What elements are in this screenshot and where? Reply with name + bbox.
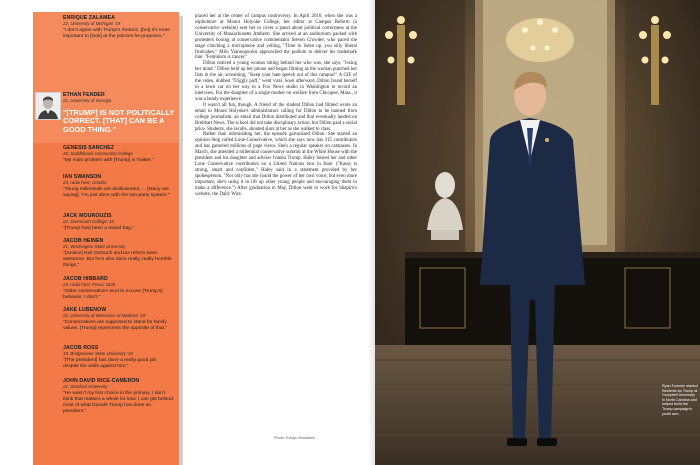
entry-meta: 21, Stanford University xyxy=(63,384,108,389)
article-paragraph: Rather than intimidating her, the episode galvanized Dillon. She started an opinion blog called Lone Conservative, which she says now has 315 contributors and has garnered millions of page views. She's a regular speaker on campuses. In March, she attended a millennial conservative summit at the White House with the president and his daughter and adviser Ivanka Trump. Haley hosted her and other Lone Conservative contributors on a United Nations tour in June. ("Kassy is strong, smart and confident," Haley said in a statement provided by her spokesperson. "Not only has she found the power of her own voice, but even more important, she's using it to lift up other young people and encouraging them to make a difference.") After graduation in May, Dillon went to work for Shapiro's website, the Daily Wire. xyxy=(195,132,357,197)
entry-name: IAN SWANSON xyxy=(63,174,102,180)
sidebar-entry xyxy=(63,145,173,164)
sidebar-entry xyxy=(63,92,173,104)
entry-name: ETHAN FENDER xyxy=(63,92,105,98)
entry-name: JOHN DAVID RICE-CAMERON xyxy=(63,378,140,384)
entry-name: ENRIQUE ZALAMEA xyxy=(63,15,115,21)
entry-meta: 22, University of Wisconsin at Madison '19 xyxy=(63,313,146,318)
entry-meta: 20, Saddleback Community College xyxy=(63,151,133,156)
sidebar-entry xyxy=(63,15,173,40)
sidebar-entry xyxy=(63,213,173,232)
entry-meta: 23, radio host, Provo, Utah xyxy=(63,282,116,287)
entry-quote: "He wasn't my first choice in the primary. I don't think that matters a whole lot now. I can get behind most of what Donald Trump has done as president." xyxy=(63,390,173,414)
sidebar-entry xyxy=(63,307,173,332)
entry-meta: 24, radio host, Omaha xyxy=(63,180,107,185)
entry-meta: 21, Washington State University xyxy=(63,244,126,249)
entry-name: JACOB ROSS xyxy=(63,345,99,351)
entry-quote: "I don't agree with Trump's rhetoric, [but] it's more important to [look] at the policies he proposes." xyxy=(63,27,171,39)
article-paragraph: Dillon noticed a young woman sitting behind her who was, she says, "losing her mind." Dillon held up her phone and began filming as the woman punched her fists in the air, screaming, "Keep your hate speech out of this campus!" A GIF of the video, dubbed "Triggly puff," went viral. Soon afterward, Dillon found herself in a town car on her way to a Fox News studio in Washington to record an interview. For the daughter of a single mother on welfare from Chicopee, Mass., it was a heady experience. xyxy=(195,61,357,102)
entry-name: JACK MOUROUZIS xyxy=(63,213,112,219)
entry-name: JACOB HEINEN xyxy=(63,238,104,244)
entry-name: JACOB HIBBARD xyxy=(63,276,108,282)
sidebar-entry xyxy=(63,345,173,370)
photo-credit: Photo: Evelyn Hockstein xyxy=(274,436,316,440)
entry-quote: "[Trump has] been a mixed bag." xyxy=(63,225,134,231)
entry-quote: "Conservatives are supposed to stand for family values. [Trump] represents the opposite of that." xyxy=(63,319,168,331)
article-paragraph: placed her at the center of campus controversy. In April 2016, when she was a sophomore at Mount Holyoke College, her editor at Campus Reform (a conservative website) sent her to cover a panel about political correctness at the University of Massachusetts Amherst. She arrived at an auditorium packed with protesters booing at conservative commentator Steven Crowder, who paced the stage clutching a microphone and yelling, "Time to listen up, you silly liberal fruitcakes." Milo Yiannopoulos approached the podium to deliver his trademark line: "Feminism is cancer." xyxy=(195,14,357,61)
entry-quote: "My main problem with [Trump] is Twitter." xyxy=(63,157,154,163)
portrait-photo-scene xyxy=(375,0,700,465)
entry-meta: 22, University of Michigan '19 xyxy=(63,21,121,26)
article-body xyxy=(195,14,357,198)
sidebar-entry xyxy=(63,238,173,269)
pull-quote: "[TRUMP] IS NOT POLITICALLY CORRECT. [THAT] CAN BE A GOOD THING." xyxy=(63,108,175,134)
entry-quote: "[The president] has done a really good job despite the odds against him." xyxy=(63,357,157,369)
entry-quote: "Young millennials are disillusioned, ... [Many are saying], 'I'm just done with the two-party system.'" xyxy=(63,186,171,198)
entry-meta: 19, Bridgewater State University '19 xyxy=(63,351,133,356)
entry-quote: "Older conservatives tend to excuse [Trump's] behavior. I don't." xyxy=(63,288,163,300)
entry-name: JAKE LUBENOW xyxy=(63,307,107,313)
sidebar-entry xyxy=(63,174,173,199)
right-page xyxy=(375,0,700,465)
entry-meta: 22, Dartmouth College '18 xyxy=(63,219,114,224)
portrait-photo xyxy=(35,92,61,120)
entry-quote: "[Justice] Neil Gorsuch and tax reform were awesome. But he's also done really, really horrible things." xyxy=(63,250,172,268)
entry-name: GENESIS SANCHEZ xyxy=(63,145,115,151)
sidebar-entry xyxy=(63,378,173,415)
article-paragraph: It wasn't all fun, though. A friend of the student Dillon had filmed wrote an email to Mount Holyoke's administrators calling for Dillon to be banned from college journalism, an email that Dillon distributed and that eventually landed on Breitbart News. The school did not take disciplinary action, but Dillon paid a social price. Students, she recalls, shouted slurs at her as she walked to class. xyxy=(195,102,358,132)
entry-meta: 21, University of Georgia xyxy=(63,98,112,103)
sidebar-entry xyxy=(63,276,173,301)
sidebar-panel xyxy=(33,12,179,465)
photo-caption: Ryan Fournier started Students for Trump at Campbell University in North Carolina and helped build the Trump campaign's youth arm. xyxy=(662,384,698,416)
portrait-figure xyxy=(36,93,60,119)
chandelier-icon xyxy=(506,18,574,62)
